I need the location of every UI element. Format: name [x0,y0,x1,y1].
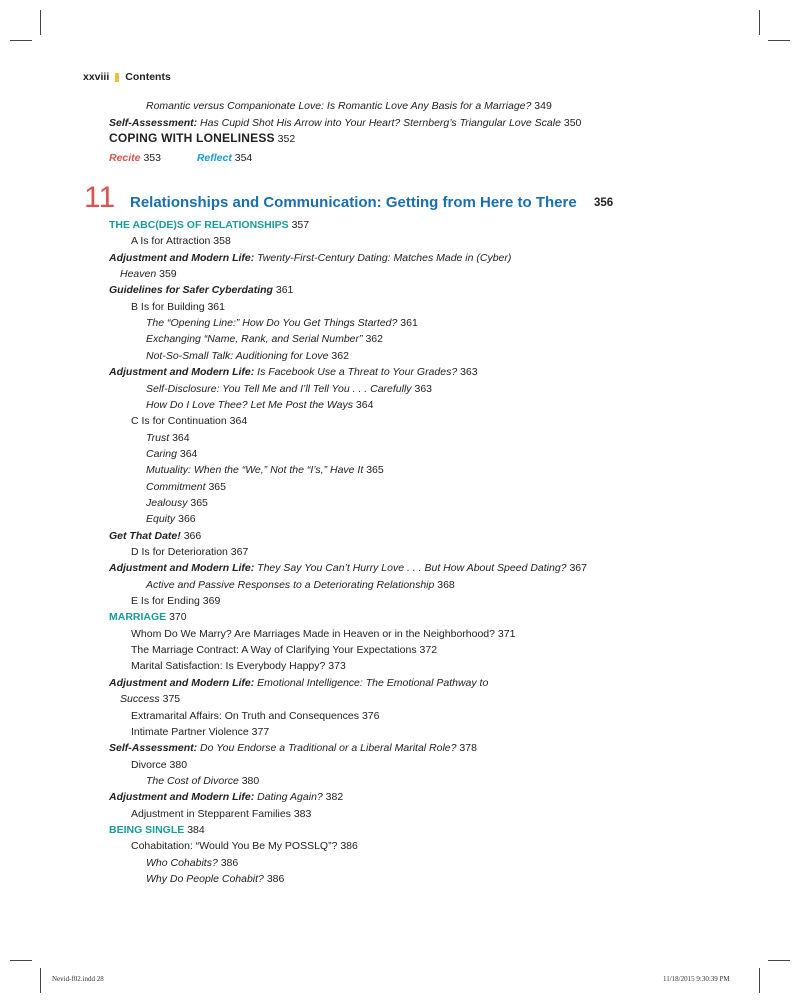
toc-entry: Who Cohabits? 386 [146,856,239,869]
toc-entry: Why Do People Cohabit? 386 [146,873,285,885]
chapter-title: Relationships and Communication: Getting from Here to There [130,194,577,211]
toc-entry: BEING SINGLE 384 [109,823,205,836]
toc-entry: E Is for Ending 369 [131,595,221,608]
crop-mark [40,968,41,993]
crop-mark [40,10,41,35]
toc-entry: Not-So-Small Talk: Auditioning for Love 362 [146,349,349,362]
toc-entry: Exchanging “Name, Rank, and Serial Number” 362 [146,333,383,346]
toc-entry: Heaven 359 [120,268,177,281]
toc-entry: THE ABC(DE)S OF RELATIONSHIPS 357 [109,219,310,231]
header-divider-mark [115,73,119,82]
toc-entry: Divorce 380 [131,758,188,771]
toc-entry: Guidelines for Safer Cyberdating 361 [109,284,294,297]
toc-entry: Adjustment and Modern Life: Emotional Intelligence: The Emotional Pathway to [109,676,489,689]
toc-entry: Caring 364 [146,447,198,460]
chapter-number: 11 [84,181,116,214]
toc-section-heading: COPING WITH LONELINESS 352 [109,131,296,145]
toc-entry: Adjustment and Modern Life: Is Facebook Use a Threat to Your Grades? 363 [109,366,478,379]
toc-entry: Adjustment and Modern Life: They Say You Can’t Hurry Love . . . But How About Speed Dating? 367 [109,562,587,575]
crop-mark [10,960,32,961]
toc-entry: Success 375 [120,693,181,706]
toc-entry: Self-Disclosure: You Tell Me and I’ll Tell You . . . Carefully 363 [146,382,433,395]
toc-entry: C Is for Continuation 364 [131,415,248,428]
toc-entry: Cohabitation: “Would You Be My POSSLQ”? 386 [131,840,358,853]
crop-mark [768,40,790,41]
header-label: Contents [125,71,171,83]
toc-entry: Get That Date! 366 [109,529,202,542]
toc-entry: D Is for Deterioration 367 [131,546,249,558]
crop-mark [759,968,760,993]
toc-entry: Romantic versus Companionate Love: Is Romantic Love Any Basis for a Marriage? 349 [146,100,552,112]
toc-entry: Commitment 365 [146,480,226,493]
toc-entry: Mutuality: When the “We,” Not the “I’s,” Have It 365 [146,464,384,477]
footer-timestamp: 11/18/2015 9:30:39 PM [663,975,730,983]
toc-entry: Equity 366 [146,513,196,526]
toc-entry: MARRIAGE 370 [109,611,187,624]
toc-entry: Trust 364 [146,431,190,444]
chapter-page: 356 [594,197,614,209]
toc-entry: Extramarital Affairs: On Truth and Consequences 376 [131,709,380,722]
recite-reflect-row: Recite 353 Reflect 354 [109,152,253,164]
footer-file: Nevid-f02.indd 28 [52,975,104,983]
toc-entry: The Marriage Contract: A Way of Clarifying Your Expectations 372 [131,644,438,657]
crop-mark [759,10,760,35]
toc-entry: Self-Assessment: Do You Endorse a Traditional or a Liberal Marital Role? 378 [109,742,477,755]
toc-entry: Whom Do We Marry? Are Marriages Made in Heaven or in the Neighborhood? 371 [131,627,516,640]
toc-entry: A Is for Attraction 358 [131,235,231,248]
toc-entry: Adjustment and Modern Life: Twenty-First-Century Dating: Matches Made in (Cyber) [109,251,512,264]
toc-entry: Self-Assessment: Has Cupid Shot His Arrow into Your Heart? Sternberg’s Triangular Love Scale 350 [109,117,582,129]
toc-entry: Jealousy 365 [146,496,208,509]
crop-mark [768,960,790,961]
toc-entry: Adjustment in Stepparent Families 383 [131,807,312,820]
toc-entry: Adjustment and Modern Life: Dating Again? 382 [109,791,344,804]
toc-entry: How Do I Love Thee? Let Me Post the Ways 364 [146,398,374,411]
toc-entry: Intimate Partner Violence 377 [131,725,270,738]
toc-entry: Marital Satisfaction: Is Everybody Happy? 373 [131,660,346,673]
page-number-roman: xxviii [83,71,110,83]
toc-entry: Active and Passive Responses to a Deteriorating Relationship 368 [146,578,455,591]
toc-entry: B Is for Building 361 [131,300,225,313]
toc-entry: The Cost of Divorce 380 [146,774,260,787]
toc-entry: The “Opening Line:” How Do You Get Things Started? 361 [146,317,418,330]
crop-mark [10,40,32,41]
running-header [83,71,171,83]
